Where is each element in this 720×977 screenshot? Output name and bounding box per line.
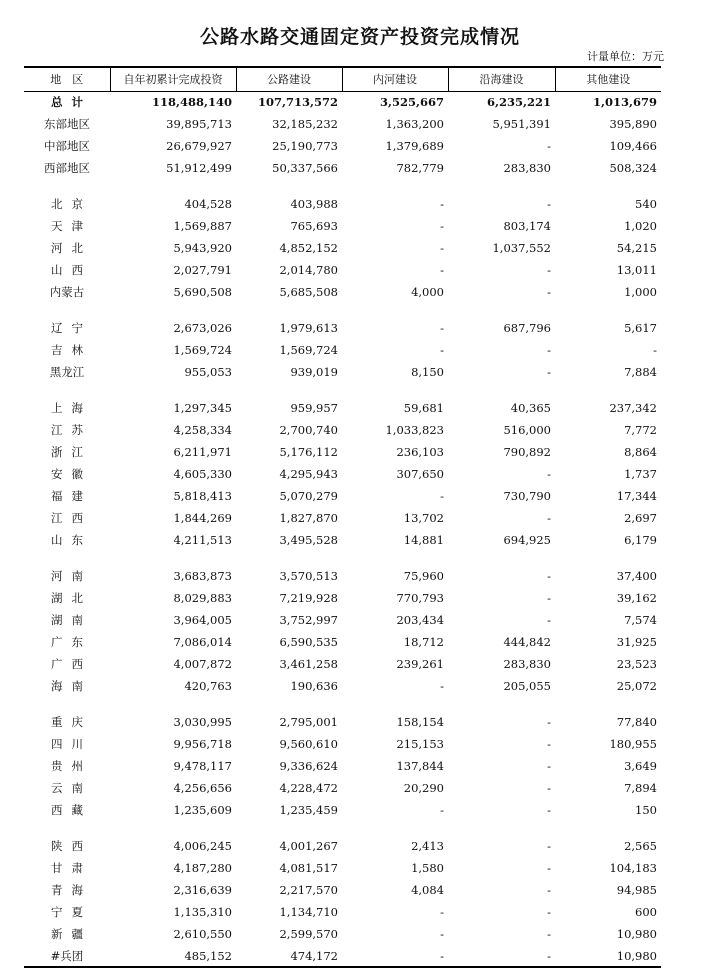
value-cell: 1,235,609: [173, 803, 232, 817]
table-row: [24, 135, 661, 157]
region-name: 河北: [51, 241, 92, 255]
value-cell: 150: [635, 803, 657, 817]
value-cell: -: [547, 839, 551, 853]
value-cell: 118,488,140: [151, 95, 232, 110]
value-cell: 39,895,713: [166, 117, 232, 131]
value-cell: 51,912,499: [166, 161, 232, 175]
value-cell: -: [547, 613, 551, 627]
value-cell: 485,152: [110, 945, 236, 967]
table-row: [24, 91, 661, 113]
value-cell: 3,683,873: [173, 569, 232, 583]
value-cell: -: [440, 219, 444, 233]
value-cell: 32,185,232: [272, 117, 338, 131]
value-cell: 1,569,724: [279, 343, 338, 357]
value-cell: 444,842: [503, 635, 551, 649]
value-cell: 3,525,667: [379, 95, 444, 110]
value-cell: 5,176,112: [279, 445, 338, 459]
value-cell: 18,712: [403, 635, 444, 649]
value-cell: 1,297,345: [173, 401, 232, 415]
spacer-cell: [24, 179, 661, 193]
value-cell: 8,150: [411, 365, 444, 379]
header-inland-waterway: 内河建设: [342, 67, 448, 91]
header-row: [24, 67, 661, 91]
value-cell: 3,495,528: [279, 533, 338, 547]
value-cell: 516,000: [503, 423, 551, 437]
value-cell: 7,086,014: [173, 635, 232, 649]
value-cell: 782,779: [396, 161, 444, 175]
value-cell: 403,988: [290, 197, 338, 211]
value-cell: 1,135,310: [173, 905, 232, 919]
value-cell: 4,211,513: [173, 533, 232, 547]
value-cell: 237,342: [609, 401, 657, 415]
value-cell: 6,211,971: [173, 445, 232, 459]
value-cell: 4,852,152: [279, 241, 338, 255]
value-cell: 2,795,001: [279, 715, 338, 729]
value-cell: 215,153: [396, 737, 444, 751]
header-coastal: 沿海建设: [448, 67, 555, 91]
value-cell: 508,324: [609, 161, 657, 175]
value-cell: 1,235,459: [279, 803, 338, 817]
value-cell: 5,943,920: [173, 241, 232, 255]
value-cell: 2,700,740: [279, 423, 338, 437]
value-cell: 687,796: [503, 321, 551, 335]
region-name: 黑龙江: [49, 365, 85, 379]
region-name: 安徽: [51, 467, 92, 481]
value-cell: -: [547, 569, 551, 583]
value-cell: 158,154: [396, 715, 444, 729]
table-row: [24, 879, 661, 901]
value-cell: 404,528: [184, 197, 232, 211]
value-cell: 4,258,334: [173, 423, 232, 437]
table-row: [24, 339, 661, 361]
table-row: [24, 587, 661, 609]
table-row: [24, 281, 661, 303]
value-cell: 1,037,552: [492, 241, 551, 255]
spacer-cell: [24, 303, 661, 317]
value-cell: -: [440, 679, 444, 693]
value-cell: 4,256,656: [173, 781, 232, 795]
table-row: [24, 361, 661, 383]
value-cell: 4,295,943: [279, 467, 338, 481]
value-cell: 190,636: [290, 679, 338, 693]
value-cell: 13,011: [616, 263, 657, 277]
value-cell: -: [440, 905, 444, 919]
region-name: 江苏: [51, 423, 92, 437]
page-title: 公路水路交通固定资产投资完成情况: [199, 26, 520, 48]
value-cell: 770,793: [396, 591, 444, 605]
value-cell: 790,892: [503, 445, 551, 459]
value-cell: 3,570,513: [279, 569, 338, 583]
value-cell: -: [440, 197, 444, 211]
value-cell: 7,772: [624, 423, 657, 437]
table-row: [24, 565, 661, 587]
group-spacer: [24, 383, 661, 397]
value-cell: 109,466: [609, 139, 657, 153]
table-row: [24, 529, 661, 551]
table-row: [24, 777, 661, 799]
region-name: 海南: [51, 679, 92, 693]
value-cell: -: [547, 861, 551, 875]
value-cell: 6,590,535: [279, 635, 338, 649]
header-total-investment: 自年初累计完成投资: [110, 67, 236, 91]
value-cell: -: [547, 715, 551, 729]
value-cell: 10,980: [555, 945, 661, 967]
value-cell: -: [547, 365, 551, 379]
value-cell: -: [440, 321, 444, 335]
value-cell: 8,029,883: [173, 591, 232, 605]
value-cell: 4,006,245: [173, 839, 232, 853]
value-cell: 420,763: [184, 679, 232, 693]
value-cell: -: [547, 883, 551, 897]
value-cell: 8,864: [624, 445, 657, 459]
value-cell: -: [448, 945, 555, 967]
value-cell: 2,599,570: [279, 927, 338, 941]
value-cell: -: [547, 591, 551, 605]
value-cell: 239,261: [396, 657, 444, 671]
value-cell: 50,337,566: [272, 161, 338, 175]
value-cell: 1,363,200: [385, 117, 444, 131]
value-cell: -: [547, 139, 551, 153]
value-cell: 2,413: [411, 839, 444, 853]
investment-table: [24, 66, 661, 968]
table-row: [24, 419, 661, 441]
value-cell: 4,228,472: [279, 781, 338, 795]
table-row: [24, 755, 661, 777]
value-cell: 4,605,330: [173, 467, 232, 481]
value-cell: 1,827,870: [279, 511, 338, 525]
group-spacer: [24, 303, 661, 317]
region-name: 中部地区: [44, 139, 90, 153]
value-cell: 5,685,508: [279, 285, 338, 299]
region-name: 重庆: [51, 715, 92, 729]
region-name: 山东: [51, 533, 92, 547]
region-name: 吉林: [51, 343, 92, 357]
value-cell: 14,881: [403, 533, 444, 547]
value-cell: -: [547, 467, 551, 481]
value-cell: 104,183: [609, 861, 657, 875]
value-cell: 474,172: [236, 945, 342, 967]
value-cell: 1,569,724: [173, 343, 232, 357]
region-name: 宁夏: [51, 905, 92, 919]
table-row: [24, 711, 661, 733]
group-spacer: [24, 551, 661, 565]
group-spacer: [24, 179, 661, 193]
value-cell: 7,574: [624, 613, 657, 627]
value-cell: -: [547, 759, 551, 773]
value-cell: 2,217,570: [279, 883, 338, 897]
group-spacer: [24, 697, 661, 711]
value-cell: 5,951,391: [492, 117, 551, 131]
region-name: 青海: [51, 883, 92, 897]
table-row: [24, 193, 661, 215]
value-cell: 236,103: [396, 445, 444, 459]
table-row: [24, 901, 661, 923]
table-row: [24, 215, 661, 237]
value-cell: 7,894: [624, 781, 657, 795]
value-cell: 77,840: [616, 715, 657, 729]
value-cell: 94,985: [616, 883, 657, 897]
value-cell: -: [342, 945, 448, 967]
spacer-cell: [24, 697, 661, 711]
value-cell: 25,072: [616, 679, 657, 693]
value-cell: -: [440, 263, 444, 277]
region-name: 西部地区: [44, 161, 90, 175]
value-cell: 2,565: [624, 839, 657, 853]
value-cell: 1,979,613: [279, 321, 338, 335]
value-cell: 2,316,639: [173, 883, 232, 897]
region-name: 河南: [51, 569, 92, 583]
value-cell: 1,033,823: [385, 423, 444, 437]
value-cell: 2,610,550: [173, 927, 232, 941]
value-cell: 803,174: [503, 219, 551, 233]
value-cell: -: [547, 343, 551, 357]
table-row: [24, 113, 661, 135]
value-cell: -: [547, 803, 551, 817]
value-cell: -: [440, 803, 444, 817]
value-cell: 395,890: [609, 117, 657, 131]
table-row: [24, 507, 661, 529]
region-name: 贵州: [51, 759, 92, 773]
value-cell: 1,134,710: [279, 905, 338, 919]
table-row: [24, 259, 661, 281]
value-cell: 283,830: [503, 657, 551, 671]
region-name: 云南: [51, 781, 92, 795]
table-row: [24, 631, 661, 653]
value-cell: -: [547, 927, 551, 941]
value-cell: 180,955: [609, 737, 657, 751]
table-row: [24, 237, 661, 259]
value-cell: 730,790: [503, 489, 551, 503]
region-name: 东部地区: [44, 117, 90, 131]
region-name: 广西: [51, 657, 92, 671]
value-cell: 75,960: [403, 569, 444, 583]
value-cell: 939,019: [290, 365, 338, 379]
header-other: 其他建设: [555, 67, 661, 91]
value-cell: 5,070,279: [279, 489, 338, 503]
value-cell: 9,336,624: [279, 759, 338, 773]
value-cell: 1,569,887: [173, 219, 232, 233]
value-cell: 3,030,995: [173, 715, 232, 729]
table-row: [24, 485, 661, 507]
table-row: [24, 923, 661, 945]
value-cell: 39,162: [616, 591, 657, 605]
table-row: [24, 397, 661, 419]
region-name: 总计: [51, 95, 92, 110]
value-cell: 17,344: [616, 489, 657, 503]
table-row: [24, 733, 661, 755]
value-cell: 5,690,508: [173, 285, 232, 299]
value-cell: 2,027,791: [173, 263, 232, 277]
value-cell: 1,580: [411, 861, 444, 875]
value-cell: 9,478,117: [173, 759, 232, 773]
value-cell: 2,697: [624, 511, 657, 525]
value-cell: 54,215: [616, 241, 657, 255]
value-cell: 205,055: [503, 679, 551, 693]
table-row: [24, 945, 661, 967]
table-row: [24, 653, 661, 675]
value-cell: 203,434: [396, 613, 444, 627]
region-name: 内蒙古: [49, 285, 85, 299]
value-cell: 4,001,267: [279, 839, 338, 853]
value-cell: -: [547, 737, 551, 751]
value-cell: 137,844: [396, 759, 444, 773]
value-cell: 694,925: [503, 533, 551, 547]
header-region: 地 区: [24, 67, 110, 91]
region-name: 北京: [51, 197, 92, 211]
value-cell: 1,844,269: [173, 511, 232, 525]
group-spacer: [24, 821, 661, 835]
value-cell: 1,000: [624, 285, 657, 299]
value-cell: 4,007,872: [173, 657, 232, 671]
value-cell: 1,379,689: [385, 139, 444, 153]
value-cell: -: [547, 781, 551, 795]
table-row: [24, 441, 661, 463]
value-cell: 4,084: [411, 883, 444, 897]
region-name: 江西: [51, 511, 92, 525]
value-cell: 3,752,997: [279, 613, 338, 627]
table-row: [24, 609, 661, 631]
value-cell: 37,400: [616, 569, 657, 583]
value-cell: -: [547, 197, 551, 211]
table-row: [24, 675, 661, 697]
value-cell: 2,014,780: [279, 263, 338, 277]
region-name: 上海: [51, 401, 92, 415]
value-cell: 4,187,280: [173, 861, 232, 875]
header-highway: 公路建设: [236, 67, 342, 91]
value-cell: 959,957: [290, 401, 338, 415]
region-name: 浙江: [51, 445, 92, 459]
region-name: 山西: [51, 263, 92, 277]
value-cell: 600: [635, 905, 657, 919]
table-row: [24, 157, 661, 179]
value-cell: 4,000: [411, 285, 444, 299]
region-name: #兵团: [24, 945, 110, 967]
value-cell: 13,702: [403, 511, 444, 525]
region-name: 天津: [51, 219, 92, 233]
value-cell: -: [547, 511, 551, 525]
value-cell: 26,679,927: [166, 139, 232, 153]
region-name: 湖南: [51, 613, 92, 627]
value-cell: 9,956,718: [173, 737, 232, 751]
value-cell: 307,650: [396, 467, 444, 481]
table-row: [24, 857, 661, 879]
value-cell: 955,053: [184, 365, 232, 379]
region-name: 湖北: [51, 591, 92, 605]
value-cell: 540: [635, 197, 657, 211]
spacer-cell: [24, 383, 661, 397]
value-cell: 10,980: [616, 927, 657, 941]
value-cell: -: [653, 343, 657, 357]
value-cell: 3,964,005: [173, 613, 232, 627]
region-name: 福建: [51, 489, 92, 503]
value-cell: 31,925: [616, 635, 657, 649]
value-cell: 6,179: [624, 533, 657, 547]
value-cell: 7,219,928: [279, 591, 338, 605]
table-row: [24, 317, 661, 339]
region-name: 广东: [51, 635, 92, 649]
table-row: [24, 835, 661, 857]
value-cell: 283,830: [503, 161, 551, 175]
value-cell: 1,020: [624, 219, 657, 233]
value-cell: 25,190,773: [272, 139, 338, 153]
region-name: 甘肃: [51, 861, 92, 875]
value-cell: 1,013,679: [592, 95, 657, 110]
table-row: [24, 799, 661, 821]
value-cell: 59,681: [403, 401, 444, 415]
region-name: 陕西: [51, 839, 92, 853]
value-cell: -: [547, 285, 551, 299]
value-cell: -: [547, 905, 551, 919]
value-cell: -: [547, 263, 551, 277]
region-name: 西藏: [51, 803, 92, 817]
value-cell: -: [440, 927, 444, 941]
table-row: [24, 463, 661, 485]
region-name: 新疆: [51, 927, 92, 941]
value-cell: -: [440, 489, 444, 503]
spacer-cell: [24, 551, 661, 565]
value-cell: 1,737: [624, 467, 657, 481]
value-cell: -: [440, 343, 444, 357]
unit-label: 计量单位：万元: [587, 50, 664, 63]
value-cell: -: [440, 241, 444, 255]
value-cell: 5,617: [624, 321, 657, 335]
value-cell: 6,235,221: [486, 95, 551, 110]
value-cell: 7,884: [624, 365, 657, 379]
value-cell: 5,818,413: [173, 489, 232, 503]
value-cell: 20,290: [403, 781, 444, 795]
value-cell: 2,673,026: [173, 321, 232, 335]
value-cell: 23,523: [616, 657, 657, 671]
table-body: [24, 91, 661, 967]
region-name: 四川: [51, 737, 92, 751]
value-cell: 3,649: [624, 759, 657, 773]
value-cell: 4,081,517: [279, 861, 338, 875]
spacer-cell: [24, 821, 661, 835]
value-cell: 107,713,572: [257, 95, 338, 110]
region-name: 辽宁: [51, 321, 92, 335]
value-cell: 765,693: [290, 219, 338, 233]
value-cell: 3,461,258: [279, 657, 338, 671]
value-cell: 40,365: [510, 401, 551, 415]
value-cell: 9,560,610: [279, 737, 338, 751]
